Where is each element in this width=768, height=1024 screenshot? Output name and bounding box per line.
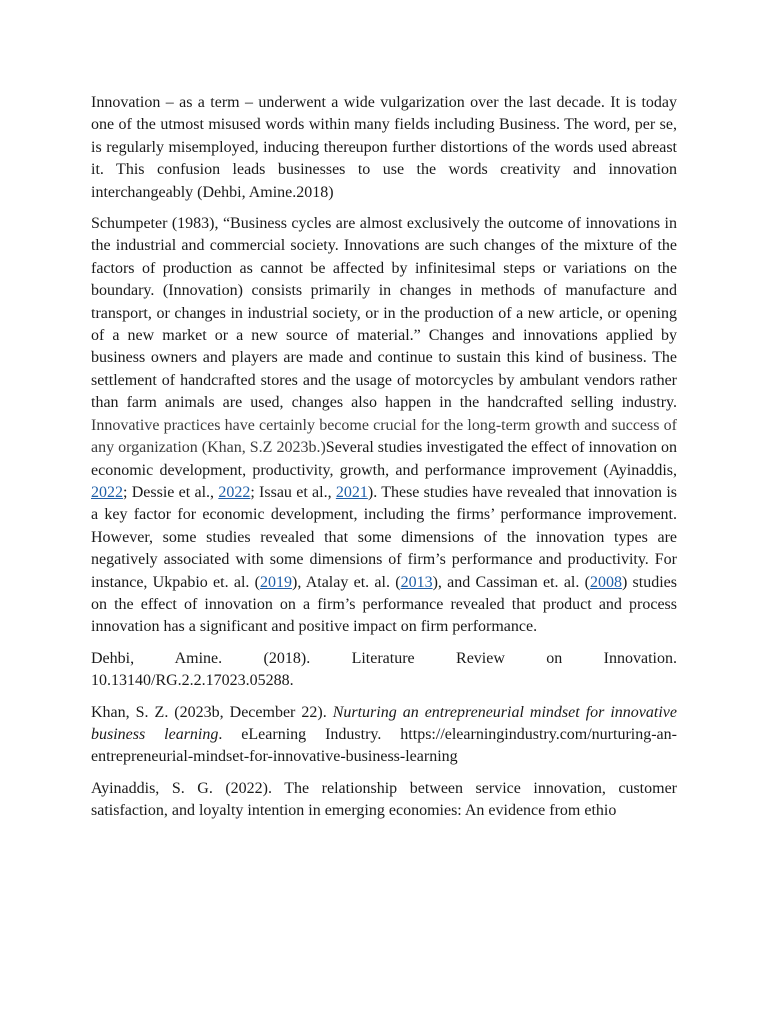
studies-text-6: ), and Cassiman et. al. ( xyxy=(432,573,590,591)
citation-link-issau-2021[interactable]: 2021 xyxy=(335,483,368,501)
citation-link-ayinaddis-2022[interactable]: 2022 xyxy=(91,483,123,501)
document-page xyxy=(91,92,677,832)
studies-text-7: ) studies on the effect of innovation on a firm’s performance revealed that product and process innovation has a significant and positive impact on firm performance. xyxy=(91,573,678,636)
studies-text-2: ; Dessie et al., xyxy=(123,483,219,501)
studies-text: Several studies investigated the effect of innovation on economic development, productivity, growth, and performance improvement (Ayinaddis, xyxy=(91,439,678,479)
reference-dehbi-line1: Dehbi, Amine. (2018). Literature Review on Innovation. xyxy=(91,649,677,667)
citation-link-ukpabio-2019[interactable]: 2019 xyxy=(260,573,292,591)
studies-text-5: ), Atalay et. al. ( xyxy=(292,573,401,591)
citation-link-cassiman-2008[interactable]: 2008 xyxy=(589,573,622,591)
citation-link-atalay-2013[interactable]: 2013 xyxy=(400,573,433,591)
khan-citation-sentence: Innovative practices have certainly become crucial for the long-term growth and success of any organization (Khan, S.Z 2023b.) xyxy=(91,416,677,457)
studies-text-4: ). These studies have revealed that innovation is a key factor for economic development, including the firms’ performance improvement. However, some studies revealed that some dimensions of the innovation types are negatively associated with some dimensions of firm’s performance and productivity. For instance, Ukpabio et. al. ( xyxy=(91,483,678,591)
reference-khan-author: Khan, S. Z. (2023b, December 22). xyxy=(91,703,333,721)
reference-dehbi-doi: 10.13140/RG.2.2.17023.05288. xyxy=(91,672,294,690)
citation-link-dessie-2022[interactable]: 2022 xyxy=(218,483,251,501)
paragraph-innovation-term: Innovation – as a term – underwent a wide vulgarization over the last decade. It is today one of the utmost misused words within many fields including Business. The word, per se, is regularly misemployed, inducing thereupon further distortions of the words used abreast it. This confusion leads businesses to use the words creativity and innovation interchangeably (Dehbi, Amine.2018) xyxy=(91,94,677,201)
reference-khan xyxy=(91,702,677,769)
studies-text-3: ; Issau et al., xyxy=(250,483,336,501)
paragraph-schumpeter xyxy=(91,213,677,639)
reference-khan-title: Nurturing an entrepreneurial mindset for innovative business learning xyxy=(91,703,677,743)
reference-dehbi xyxy=(91,648,677,693)
schumpeter-text: Schumpeter (1983), “Business cycles are almost exclusively the outcome of innovations in the industrial and commercial society. Innovations are such changes of the mixture of the factors of production as cannot be affected by infinitesimal steps or variations on the boundary. (Innovation) consists primarily in changes in methods of manufacture and transport, or changes in industrial society, or in the production of a new article, or opening of a new market or a new source of material.” Changes and innovations applied by business owners and players are made and continue to sustain this kind of business. The settlement of handcrafted stores and the usage of motorcycles by ambulant vendors rather than farm animals are used, changes also happen in the handcrafted selling industry. xyxy=(91,215,677,412)
reference-khan-source: . eLearning Industry. https://elearningindustry.com/nurturing-an-entrepreneurial-mindset-for-innovative-business-learning xyxy=(91,725,677,766)
reference-ayinaddis: Ayinaddis, S. G. (2022). The relationship between service innovation, customer satisfaction, and loyalty intention in emerging economies: An evidence from ethio xyxy=(91,779,677,820)
